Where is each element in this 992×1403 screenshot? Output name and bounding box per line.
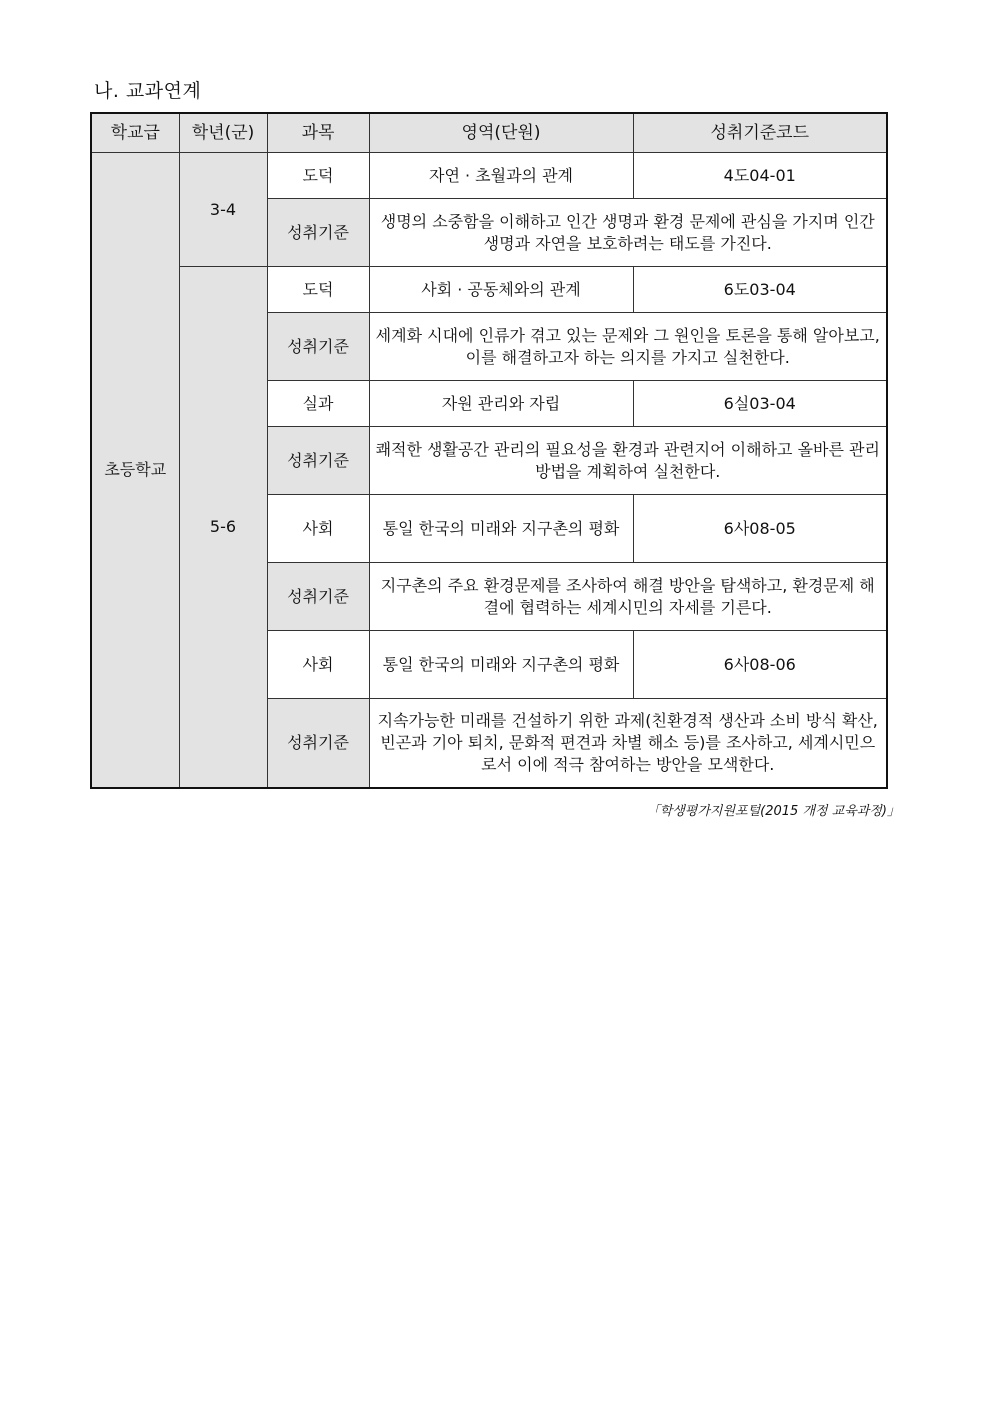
criteria-label-cell: 성취기준 bbox=[267, 313, 369, 381]
grade-cell: 5-6 bbox=[179, 267, 267, 789]
header-school-level: 학교급 bbox=[91, 113, 179, 153]
header-subject: 과목 bbox=[267, 113, 369, 153]
subject-cell: 도덕 bbox=[267, 267, 369, 313]
criteria-label-cell: 성취기준 bbox=[267, 563, 369, 631]
subject-cell: 사회 bbox=[267, 495, 369, 563]
code-cell: 6실03-04 bbox=[633, 381, 887, 427]
header-grade: 학년(군) bbox=[179, 113, 267, 153]
area-cell: 통일 한국의 미래와 지구촌의 평화 bbox=[369, 631, 633, 699]
criteria-label-cell: 성취기준 bbox=[267, 699, 369, 789]
table-header-row bbox=[91, 113, 887, 153]
curriculum-link-table bbox=[90, 112, 888, 789]
criteria-text-cell: 지구촌의 주요 환경문제를 조사하여 해결 방안을 탐색하고, 환경문제 해결에 협력하는 세계시민의 자세를 기른다. bbox=[369, 563, 887, 631]
section-title: 나. 교과연계 bbox=[94, 80, 202, 102]
area-cell: 자연 · 초월과의 관계 bbox=[369, 153, 633, 199]
area-cell: 사회 · 공동체와의 관계 bbox=[369, 267, 633, 313]
grade-cell: 3-4 bbox=[179, 153, 267, 267]
criteria-text-cell: 생명의 소중함을 이해하고 인간 생명과 환경 문제에 관심을 가지며 인간 생명과 자연을 보호하려는 태도를 가진다. bbox=[369, 199, 887, 267]
table-row bbox=[91, 153, 887, 199]
table-row bbox=[91, 267, 887, 313]
area-cell: 자원 관리와 자립 bbox=[369, 381, 633, 427]
subject-cell: 실과 bbox=[267, 381, 369, 427]
criteria-text-cell: 세계화 시대에 인류가 겪고 있는 문제와 그 원인을 토론을 통해 알아보고, 이를 해결하고자 하는 의지를 가지고 실천한다. bbox=[369, 313, 887, 381]
code-cell: 6사08-05 bbox=[633, 495, 887, 563]
code-cell: 6도03-04 bbox=[633, 267, 887, 313]
code-cell: 4도04-01 bbox=[633, 153, 887, 199]
criteria-label-cell: 성취기준 bbox=[267, 427, 369, 495]
criteria-label-cell: 성취기준 bbox=[267, 199, 369, 267]
source-citation: 「학생평가지원포털(2015 개정 교육과정)」 bbox=[646, 804, 900, 819]
code-cell: 6사08-06 bbox=[633, 631, 887, 699]
header-code: 성취기준코드 bbox=[633, 113, 887, 153]
criteria-text-cell: 쾌적한 생활공간 관리의 필요성을 환경과 관련지어 이해하고 올바른 관리 방법을 계획하여 실천한다. bbox=[369, 427, 887, 495]
header-area: 영역(단원) bbox=[369, 113, 633, 153]
subject-cell: 사회 bbox=[267, 631, 369, 699]
criteria-text-cell: 지속가능한 미래를 건설하기 위한 과제(친환경적 생산과 소비 방식 확산, 빈곤과 기아 퇴치, 문화적 편견과 차별 해소 등)를 조사하고, 세계시민으로서 이에 적극 참여하는 방안을 모색한다. bbox=[369, 699, 887, 789]
subject-cell: 도덕 bbox=[267, 153, 369, 199]
area-cell: 통일 한국의 미래와 지구촌의 평화 bbox=[369, 495, 633, 563]
school-level-cell: 초등학교 bbox=[91, 153, 179, 789]
